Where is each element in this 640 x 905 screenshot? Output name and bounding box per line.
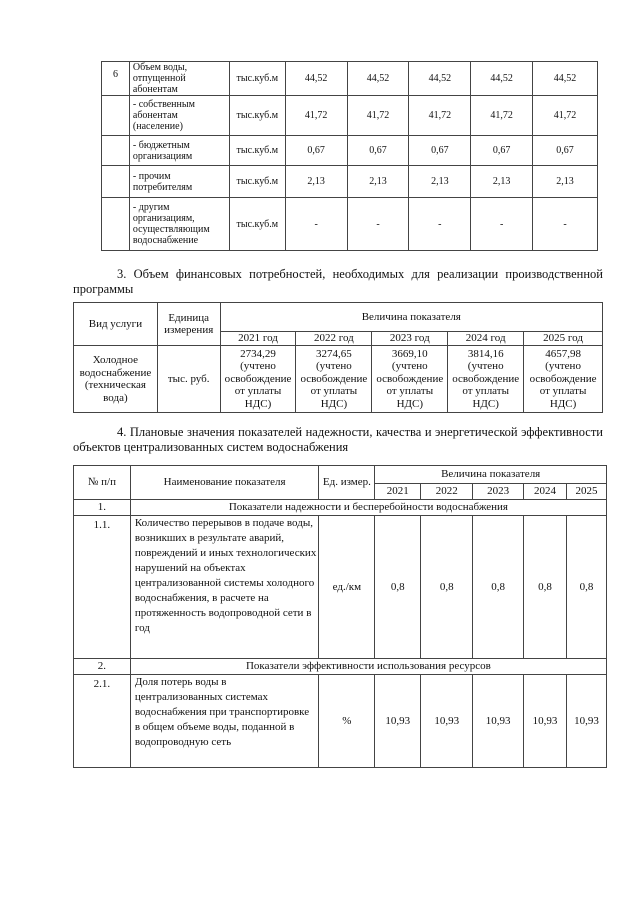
value-cell: 44,52 <box>285 62 347 96</box>
row-number <box>102 96 130 136</box>
group-row <box>74 500 607 516</box>
table-row <box>74 516 607 659</box>
row-unit: ед./км <box>319 516 375 659</box>
value-cell: 44,52 <box>533 62 598 96</box>
row-name: Доля потерь воды в централизованных системах водоснабжения при транспортировке в общем объеме воды, поданной в водопроводную сеть <box>130 675 319 768</box>
row-number <box>102 166 130 198</box>
unit-cell: тыс. руб. <box>157 346 220 413</box>
header-unit: Ед. измер. <box>319 466 375 500</box>
row-unit: тыс.куб.м <box>229 166 285 198</box>
year-header: 2022 год <box>296 332 372 346</box>
row-unit: тыс.куб.м <box>229 198 285 251</box>
year-header: 2025 <box>567 484 607 500</box>
year-header: 2022 <box>421 484 473 500</box>
value-cell: - <box>285 198 347 251</box>
row-name: Количество перерывов в подаче воды, возникших в результате аварий, повреждений и иных технологических нарушений на объектах централизованной системы холодного водоснабжения, в расчете на протяженность водопроводной сети в год <box>130 516 319 659</box>
value-cell: 0,8 <box>473 516 524 659</box>
table-row <box>102 96 598 136</box>
row-name: - бюджетным организациям <box>129 136 229 166</box>
row-name: Объем воды, отпущенной абонентам <box>129 62 229 96</box>
value-cell: 0,67 <box>471 136 533 166</box>
value-cell: - <box>533 198 598 251</box>
header-num: № п/п <box>74 466 131 500</box>
row-unit: тыс.куб.м <box>229 96 285 136</box>
value-cell: 41,72 <box>409 96 471 136</box>
header-service: Вид услуги <box>74 303 158 346</box>
table-row <box>102 136 598 166</box>
value-cell: 10,93 <box>524 675 567 768</box>
value-cell: 2,13 <box>347 166 409 198</box>
header-unit: Единица измерения <box>157 303 220 346</box>
reliability-indicators-table <box>73 465 607 768</box>
value-cell: 2,13 <box>285 166 347 198</box>
row-name: - прочим потребителям <box>129 166 229 198</box>
row-number: 6 <box>102 62 130 96</box>
value-cell: 0,8 <box>421 516 473 659</box>
row-number <box>102 136 130 166</box>
value-cell: 41,72 <box>285 96 347 136</box>
year-header: 2024 год <box>448 332 524 346</box>
value-cell: 0,67 <box>285 136 347 166</box>
row-unit: % <box>319 675 375 768</box>
group-num: 1. <box>74 500 131 516</box>
value-cell: - <box>347 198 409 251</box>
value-cell: 0,67 <box>533 136 598 166</box>
header-value: Величина показателя <box>220 303 602 332</box>
table-row <box>102 198 598 251</box>
group-num: 2. <box>74 659 131 675</box>
value-cell: 3814,16 (учтено освобождение от уплаты НДС) <box>448 346 524 413</box>
value-cell: 44,52 <box>409 62 471 96</box>
section-3-title: 3. Объем финансовых потребностей, необходимых для реализации производственной программы <box>73 267 603 296</box>
row-unit: тыс.куб.м <box>229 136 285 166</box>
value-cell: 2734,29 (учтено освобождение от уплаты НДС) <box>220 346 296 413</box>
water-volume-table <box>101 61 598 251</box>
value-cell: 2,13 <box>471 166 533 198</box>
row-number: 1.1. <box>74 516 131 659</box>
header-name: Наименование показателя <box>130 466 319 500</box>
value-cell: 3274,65 (учтено освобождение от уплаты НДС) <box>296 346 372 413</box>
group-row <box>74 659 607 675</box>
value-cell: 0,8 <box>567 516 607 659</box>
value-cell: 41,72 <box>471 96 533 136</box>
value-cell: 0,67 <box>347 136 409 166</box>
header-value: Величина показателя <box>375 466 607 484</box>
table-row <box>74 675 607 768</box>
section-4-title: 4. Плановые значения показателей надежности, качества и энергетической эффективности объектов централизованных систем водоснабжения <box>73 425 603 454</box>
year-header: 2021 <box>375 484 421 500</box>
value-cell: 10,93 <box>375 675 421 768</box>
financial-needs-table <box>73 302 603 413</box>
value-cell: 10,93 <box>567 675 607 768</box>
year-header: 2023 год <box>372 332 448 346</box>
table-row <box>102 62 598 96</box>
row-name: - собственным абонентам (население) <box>129 96 229 136</box>
row-unit: тыс.куб.м <box>229 62 285 96</box>
value-cell: 44,52 <box>471 62 533 96</box>
value-cell: 41,72 <box>533 96 598 136</box>
row-name: - другим организациям, осуществляющим водоснабжение <box>129 198 229 251</box>
year-header: 2023 <box>473 484 524 500</box>
service-name: Холодное водоснабжение (техническая вода) <box>74 346 158 413</box>
row-number: 2.1. <box>74 675 131 768</box>
value-cell: 3669,10 (учтено освобождение от уплаты НДС) <box>372 346 448 413</box>
value-cell: 41,72 <box>347 96 409 136</box>
table-row <box>102 166 598 198</box>
value-cell: 0,8 <box>375 516 421 659</box>
value-cell: 2,13 <box>409 166 471 198</box>
value-cell: 0,67 <box>409 136 471 166</box>
row-number <box>102 198 130 251</box>
value-cell: 4657,98 (учтено освобождение от уплаты НДС) <box>524 346 603 413</box>
value-cell: 10,93 <box>473 675 524 768</box>
value-cell: - <box>471 198 533 251</box>
value-cell: 0,8 <box>524 516 567 659</box>
table-row <box>74 346 603 413</box>
value-cell: 10,93 <box>421 675 473 768</box>
group-title: Показатели эффективности использования ресурсов <box>130 659 606 675</box>
year-header: 2024 <box>524 484 567 500</box>
year-header: 2021 год <box>220 332 296 346</box>
group-title: Показатели надежности и бесперебойности водоснабжения <box>130 500 606 516</box>
year-header: 2025 год <box>524 332 603 346</box>
value-cell: - <box>409 198 471 251</box>
value-cell: 44,52 <box>347 62 409 96</box>
value-cell: 2,13 <box>533 166 598 198</box>
